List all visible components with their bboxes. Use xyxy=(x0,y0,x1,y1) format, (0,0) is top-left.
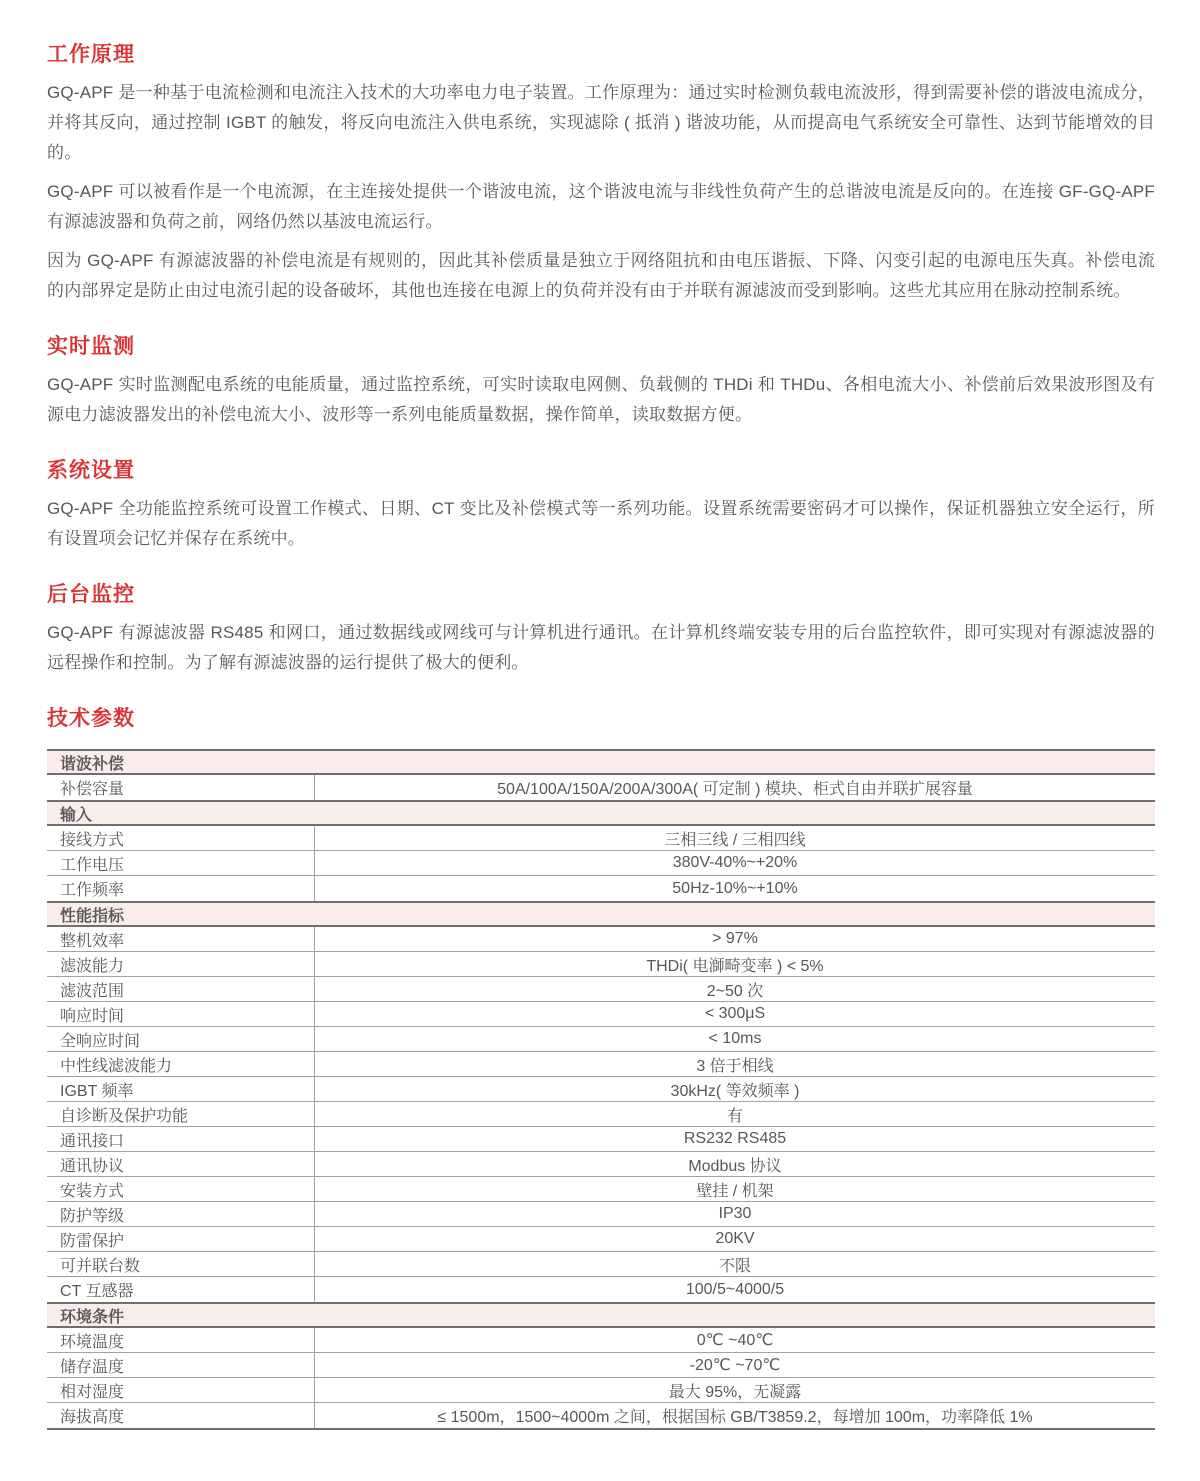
param-value-cell: 50A/100A/150A/200A/300A( 可定制 ) 模块、柜式自由并联扩展容量 xyxy=(497,781,973,798)
paragraph: GQ-APF 全功能监控系统可设置工作模式、日期、CT 变比及补偿模式等一系列功能。设置系统需要密码才可以操作，保证机器独立安全运行，所有设置项会记忆并保存在系统中。 xyxy=(47,499,1155,548)
table-section-label: 谐波补偿 xyxy=(60,755,125,773)
table-section-label: 性能指标 xyxy=(60,907,125,925)
table-row xyxy=(47,1052,1155,1077)
param-value-cell: 有 xyxy=(726,1107,743,1125)
param-value-cell: Modbus 协议 xyxy=(688,1157,782,1175)
param-name-cell: 工作电压 xyxy=(47,851,315,875)
table-section-row xyxy=(47,800,1155,826)
param-name-cell: 安装方式 xyxy=(47,1177,315,1201)
param-value-cell: < 300μS xyxy=(704,1005,766,1022)
table-section-row xyxy=(47,901,1155,927)
paragraph: GQ-APF 实时监测配电系统的电能质量，通过监控系统，可实时读取电网侧、负载侧的 THDi 和 THDu、各相电流大小、补偿前后效果波形图及有源电力滤波器发出的补偿电流大小、波形等一系列电能质量数据，操作简单，读取数据方便。 xyxy=(47,375,1155,424)
table-row xyxy=(47,1227,1155,1252)
section-heading: 实时监测 xyxy=(47,335,135,358)
param-value-cell: > 97% xyxy=(712,930,758,947)
table-row xyxy=(47,876,1155,901)
section-heading: 技术参数 xyxy=(47,707,135,730)
section-heading: 后台监控 xyxy=(47,583,135,606)
param-name-cell: 滤波范围 xyxy=(47,977,315,1001)
param-name-cell: 工作频率 xyxy=(47,876,315,901)
param-value-cell: 0℃ ~40℃ xyxy=(696,1332,774,1349)
section-heading: 工作原理 xyxy=(47,43,135,66)
section-realtime-monitoring xyxy=(47,336,1155,430)
table-row xyxy=(47,1127,1155,1152)
param-value-cell: 壁挂 / 机架 xyxy=(696,1182,774,1200)
param-value-cell: 2~50 次 xyxy=(706,982,764,1000)
param-value-cell: IP30 xyxy=(718,1205,752,1222)
param-value-cell: -20℃ ~70℃ xyxy=(689,1357,781,1374)
tech-parameters-table xyxy=(47,749,1155,1430)
table-row xyxy=(47,1328,1155,1353)
param-value-cell: < 10ms xyxy=(708,1030,762,1047)
param-value-cell: 3 倍于相线 xyxy=(696,1057,774,1075)
paragraph: GQ-APF 有源滤波器 RS485 和网口，通过数据线或网线可与计算机进行通讯。在计算机终端安装专用的后台监控软件，即可实现对有源滤波器的远程操作和控制。为了解有源滤波器的运行提供了极大的便利。 xyxy=(47,623,1155,672)
param-name-cell: 可并联台数 xyxy=(47,1252,315,1276)
param-value-cell: RS232 RS485 xyxy=(683,1130,787,1147)
param-value-cell: 30kHz( 等效频率 ) xyxy=(670,1082,800,1100)
table-row xyxy=(47,1077,1155,1102)
param-value-cell: 50Hz-10%~+10% xyxy=(672,879,798,897)
table-row xyxy=(47,851,1155,876)
param-name-cell: 响应时间 xyxy=(47,1002,315,1026)
table-row xyxy=(47,1002,1155,1027)
section-tech-parameters xyxy=(47,708,1155,1430)
table-row xyxy=(47,927,1155,952)
table-row xyxy=(47,1102,1155,1127)
table-section-row xyxy=(47,1302,1155,1328)
table-row xyxy=(47,1378,1155,1403)
table-row xyxy=(47,1277,1155,1302)
param-value-cell: 100/5~4000/5 xyxy=(685,1280,785,1298)
paragraph: GQ-APF 可以被看作是一个电流源，在主连接处提供一个谐波电流，这个谐波电流与非线性负荷产生的总谐波电流是反向的。在连接 GF-GQ-APF 有源滤波器和负荷之前，网络仍然以基波电流运行。 xyxy=(47,182,1155,231)
param-name-cell: 通讯协议 xyxy=(47,1152,315,1176)
param-value-cell: 20KV xyxy=(715,1230,755,1247)
param-value-cell: 三相三线 / 三相四线 xyxy=(664,831,806,849)
paragraph: 因为 GQ-APF 有源滤波器的补偿电流是有规则的，因此其补偿质量是独立于网络阻抗和由电压谐振、下降、闪变引起的电源电压失真。补偿电流的内部界定是防止由过电流引起的设备破坏，其他也连接在电源上的负荷并没有由于并联有源滤波而受到影响。这些尤其应用在脉动控制系统。 xyxy=(47,251,1155,300)
table-row xyxy=(47,1027,1155,1052)
section-system-settings xyxy=(47,460,1155,554)
param-name-cell: 接线方式 xyxy=(47,826,315,850)
param-name-cell: 防雷保护 xyxy=(47,1227,315,1251)
param-name-cell: 通讯接口 xyxy=(47,1127,315,1151)
table-section-label: 输入 xyxy=(60,806,93,824)
param-name-cell: CT 互感器 xyxy=(47,1277,315,1302)
table-row xyxy=(47,1353,1155,1378)
param-name-cell: 滤波能力 xyxy=(47,952,315,976)
table-section-row xyxy=(47,749,1155,775)
param-name-cell: 自诊断及保护功能 xyxy=(47,1102,315,1126)
table-row xyxy=(47,1152,1155,1177)
table-section-label: 环境条件 xyxy=(60,1308,125,1326)
param-value-cell: 380V-40%~+20% xyxy=(672,854,798,871)
paragraph: GQ-APF 是一种基于电流检测和电流注入技术的大功率电力电子装置。工作原理为：通过实时检测负载电流波形，得到需要补偿的谐波电流成分，并将其反向，通过控制 IGBT 的触发，将反向电流注入供电系统，实现滤除 ( 抵消 ) 谐波功能，从而提高电气系统安全可靠性、达到节能增效的目的。 xyxy=(47,83,1155,162)
param-name-cell: 全响应时间 xyxy=(47,1027,315,1051)
param-value-cell: ≤ 1500m，1500~4000m 之间，根据国标 GB/T3859.2，每增加 100m，功率降低 1% xyxy=(437,1409,1033,1426)
table-row xyxy=(47,1252,1155,1277)
param-name-cell: 相对湿度 xyxy=(47,1378,315,1402)
param-value-cell: THDi( 电溮畸变率 ) < 5% xyxy=(646,957,824,975)
param-name-cell: 储存温度 xyxy=(47,1353,315,1377)
param-value-cell: 不限 xyxy=(718,1257,751,1275)
table-row xyxy=(47,775,1155,800)
param-name-cell: 整机效率 xyxy=(47,927,315,951)
param-name-cell: 补偿容量 xyxy=(47,775,315,800)
table-row xyxy=(47,952,1155,977)
param-name-cell: 环境温度 xyxy=(47,1328,315,1352)
param-name-cell: 海拔高度 xyxy=(47,1403,315,1428)
param-name-cell: 防护等级 xyxy=(47,1202,315,1226)
param-name-cell: 中性线滤波能力 xyxy=(47,1052,315,1076)
table-row xyxy=(47,826,1155,851)
param-name-cell: IGBT 频率 xyxy=(47,1077,315,1101)
section-working-principle xyxy=(47,44,1155,306)
table-row xyxy=(47,1403,1155,1428)
table-row xyxy=(47,977,1155,1002)
section-heading: 系统设置 xyxy=(47,459,135,482)
table-row xyxy=(47,1177,1155,1202)
table-row xyxy=(47,1202,1155,1227)
section-backend-monitoring xyxy=(47,584,1155,678)
param-value-cell: 最大 95%，无凝露 xyxy=(668,1383,802,1401)
